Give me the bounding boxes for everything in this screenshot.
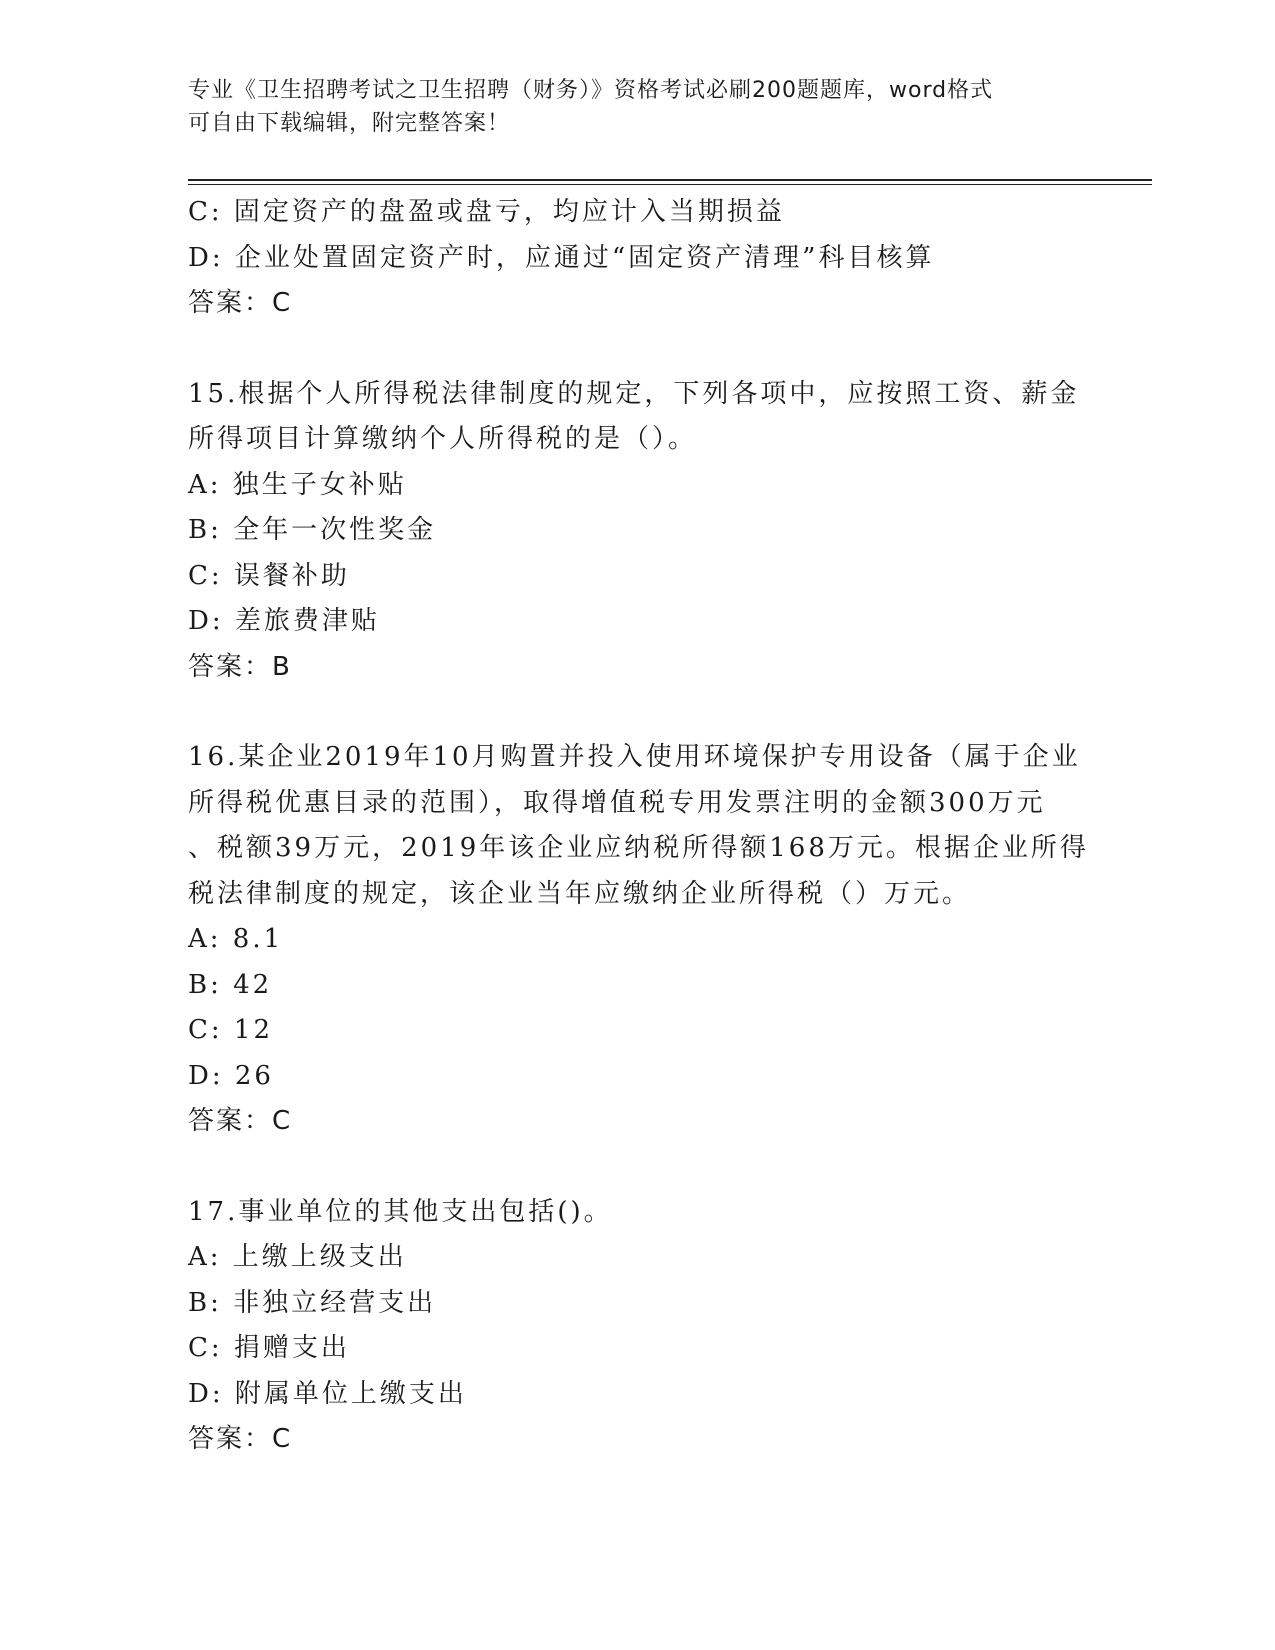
option-d: D: 差旅费津贴 <box>188 606 380 636</box>
option-c: C: 12 <box>188 1015 274 1045</box>
answer: 答案：C <box>188 288 293 318</box>
option-d: D: 附属单位上缴支出 <box>188 1378 467 1409</box>
option-a: A: 独生子女补贴 <box>188 469 407 500</box>
question-stem-line: 15.根据个人所得税法律制度的规定，下列各项中，应按照工资、薪金 <box>188 378 1080 409</box>
answer: 答案：C <box>188 1106 293 1136</box>
option-d: D: 26 <box>188 1060 274 1091</box>
option-d: D: 企业处置固定资产时，应通过“固定资产清理”科目核算 <box>188 242 935 273</box>
header-rule-thin <box>188 184 1152 185</box>
option-a: A: 上缴上级支出 <box>188 1242 407 1272</box>
option-c: C: 误餐补助 <box>188 560 350 591</box>
question-14-tail <box>188 190 1088 327</box>
option-b: B: 全年一次性奖金 <box>188 515 437 545</box>
option-a: A: 8.1 <box>188 924 284 954</box>
question-stem-line: 、税额39万元，2019年该企业应纳税所得额168万元。根据企业所得 <box>188 833 1089 863</box>
question-list <box>188 190 1088 1463</box>
question-stem-line: 16.某企业2019年10月购置并投入使用环境保护专用设备（属于企业 <box>188 742 1081 772</box>
answer: 答案：B <box>188 651 292 682</box>
option-c: C: 捐赠支出 <box>188 1333 350 1363</box>
question-15 <box>188 372 1088 691</box>
question-stem-line: 所得项目计算缴纳个人所得税的是（）。 <box>188 424 698 454</box>
document-header <box>188 74 1068 140</box>
question-stem-line: 税法律制度的规定，该企业当年应缴纳企业所得税（）万元。 <box>188 878 972 909</box>
answer: 答案：C <box>188 1424 293 1454</box>
question-16 <box>188 735 1088 1145</box>
option-b: B: 非独立经营支出 <box>188 1287 437 1318</box>
header-line-1: 专业《卫生招聘考试之卫生招聘（财务）》资格考试必刷200题题库，word格式 <box>188 78 994 103</box>
header-line-2: 可自由下载编辑，附完整答案！ <box>188 111 511 136</box>
question-stem-line: 所得税优惠目录的范围），取得增值税专用发票注明的金额300万元 <box>188 787 1046 818</box>
option-b: B: 42 <box>188 969 273 1000</box>
question-stem-line: 17.事业单位的其他支出包括()。 <box>188 1196 613 1227</box>
header-rule-thick <box>188 179 1152 181</box>
question-17 <box>188 1190 1088 1463</box>
option-c: C: 固定资产的盘盈或盘亏，均应计入当期损益 <box>188 197 785 227</box>
